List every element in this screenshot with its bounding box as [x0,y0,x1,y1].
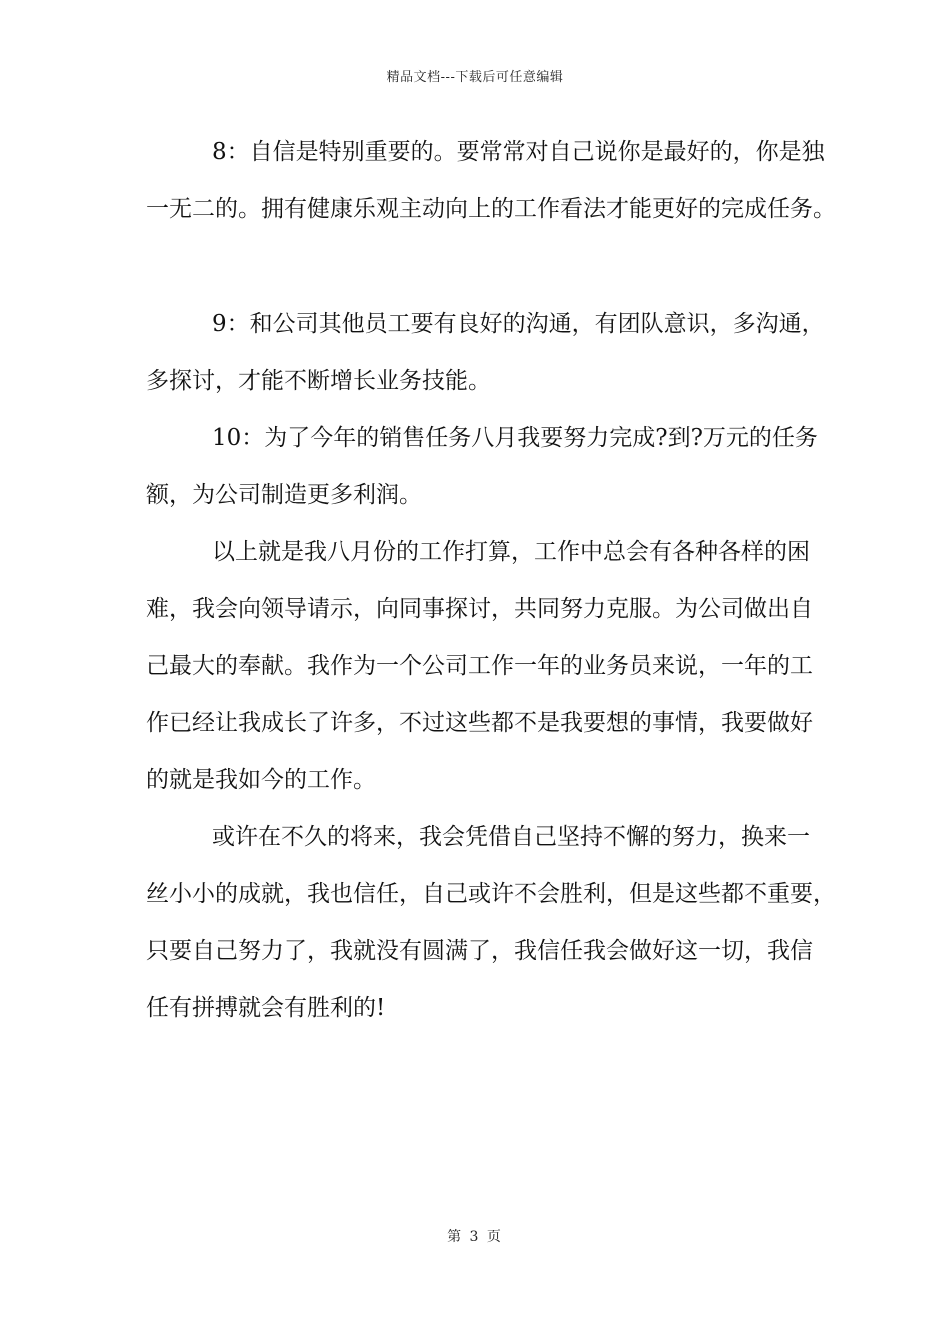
paragraph-line: 的就是我如今的工作。 [146,767,376,793]
paragraph-line: 9：和公司其他员工要有良好的沟通，有团队意识，多沟通， [212,311,825,337]
paragraph-plan-summary [146,524,836,809]
paragraph-10 [146,410,836,524]
paragraph-line: 难，我会向领导请示，向同事探讨，共同努力克服。为公司做出自 [146,596,813,622]
paragraph-line: 任有拼搏就会有胜利的! [146,995,386,1021]
paragraph-line: 多探讨，才能不断增长业务技能。 [146,368,491,394]
paragraph-line: 10：为了今年的销售任务八月我要努力完成?到?万元的任务 [212,425,818,451]
paragraph-line: 丝小小的成就，我也信任，自己或许不会胜利，但是这些都不重要， [146,881,836,907]
paragraph-8 [146,124,836,238]
paragraph-line: 一无二的。拥有健康乐观主动向上的工作看法才能更好的完成任务。 [146,196,836,222]
paragraph-line: 只要自己努力了，我就没有圆满了，我信任我会做好这一切，我信 [146,938,813,964]
paragraph-future [146,809,836,1037]
paragraph-line: 作已经让我成长了许多，不过这些都不是我要想的事情，我要做好 [146,710,813,736]
paragraph-line: 或许在不久的将来，我会凭借自己坚持不懈的努力，换来一 [212,824,810,850]
page-number: 第 3 页 [447,1229,503,1245]
paragraph-line: 额，为公司制造更多利润。 [146,482,422,508]
paragraph-line: 以上就是我八月份的工作打算，工作中总会有各种各样的困 [212,539,810,565]
paragraph-line: 己最大的奉献。我作为一个公司工作一年的业务员来说，一年的工 [146,653,813,679]
page-header: 精品文档---下载后可任意编辑 [386,70,564,85]
paragraph-9 [146,296,836,410]
paragraph-line: 8：自信是特别重要的。要常常对自己说你是最好的，你是独 [212,139,825,165]
